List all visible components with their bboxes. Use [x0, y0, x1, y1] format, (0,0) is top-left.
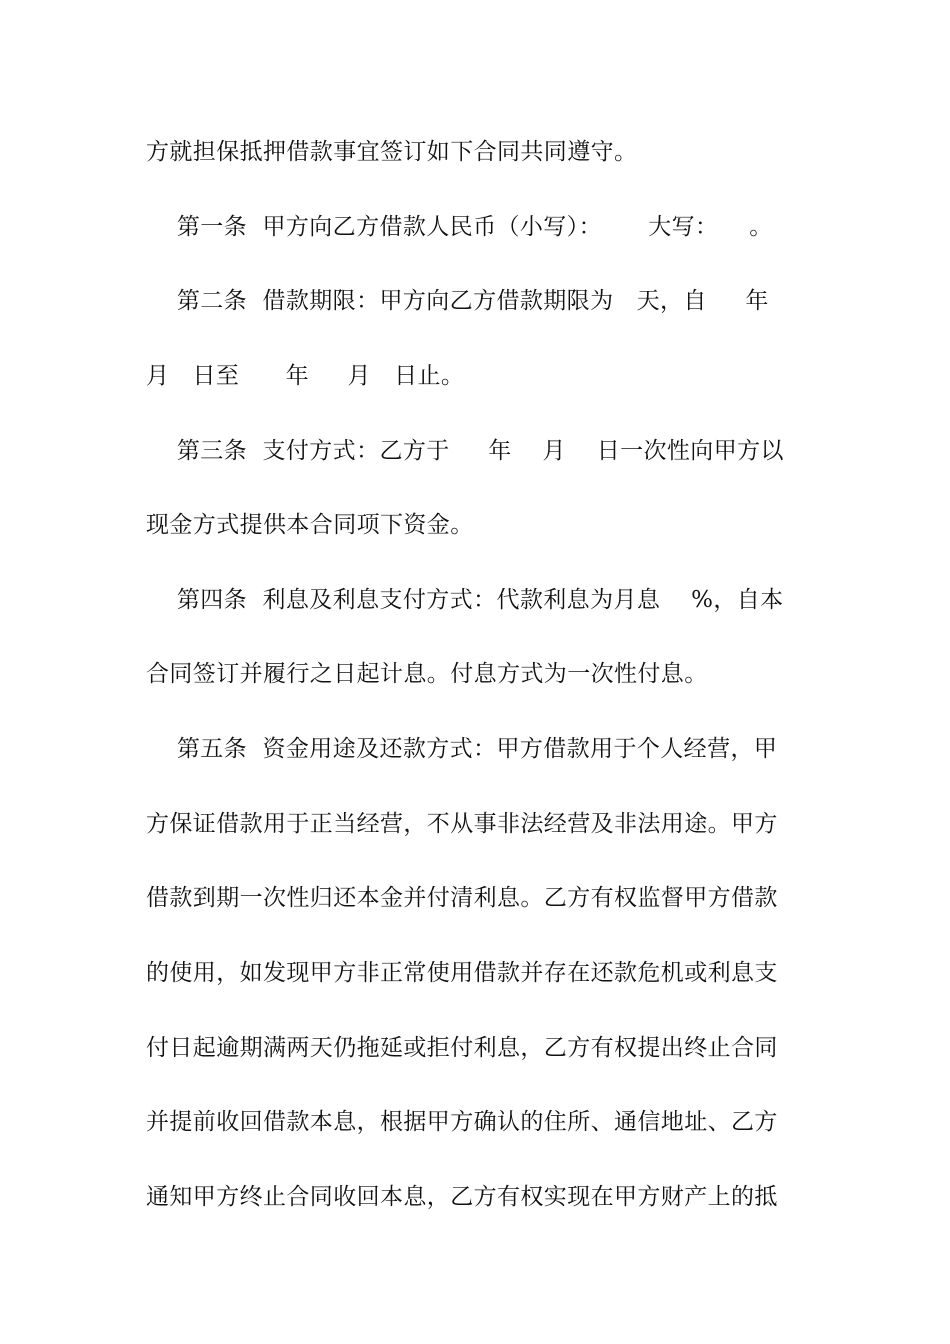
article-5-line-3: 借款到期一次性归还本金并付清利息。乙方有权监督甲方借款 — [146, 885, 778, 911]
article-4-line-1: 第四条 利息及利息支付方式：代款利息为月息 %，自本 — [146, 587, 784, 613]
article-4-line-2: 合同签订并履行之日起计息。付息方式为一次性付息。 — [146, 661, 708, 687]
article-5-line-5: 付日起逾期满两天仍拖延或拒付利息，乙方有权提出终止合同 — [146, 1035, 778, 1061]
article-5-line-6: 并提前收回借款本息，根据甲方确认的住所、通信地址、乙方 — [146, 1109, 778, 1135]
article-3-line-1: 第三条 支付方式：乙方于 年 月 日一次性向甲方以 — [146, 438, 784, 464]
article-2-line-2: 月 日至 年 月 日止。 — [146, 363, 465, 389]
article-3-line-2: 现金方式提供本合同项下资金。 — [146, 512, 474, 538]
article-1-line: 第一条 甲方向乙方借款人民币（小写）： 大写： 。 — [146, 214, 773, 240]
article-2-line-1: 第二条 借款期限：甲方向乙方借款期限为 天，自 年 — [146, 288, 769, 314]
article-5-line-1: 第五条 资金用途及还款方式：甲方借款用于个人经营，甲 — [146, 736, 778, 762]
text-line-1: 方就担保抵押借款事宜签订如下合同共同遵守。 — [146, 139, 638, 165]
article-5-line-7: 通知甲方终止合同收回本息，乙方有权实现在甲方财产上的抵 — [146, 1184, 778, 1210]
article-5-line-2: 方保证借款用于正当经营，不从事非法经营及非法用途。甲方 — [146, 811, 778, 837]
article-5-line-4: 的使用，如发现甲方非正常使用借款并存在还款危机或利息支 — [146, 960, 778, 986]
